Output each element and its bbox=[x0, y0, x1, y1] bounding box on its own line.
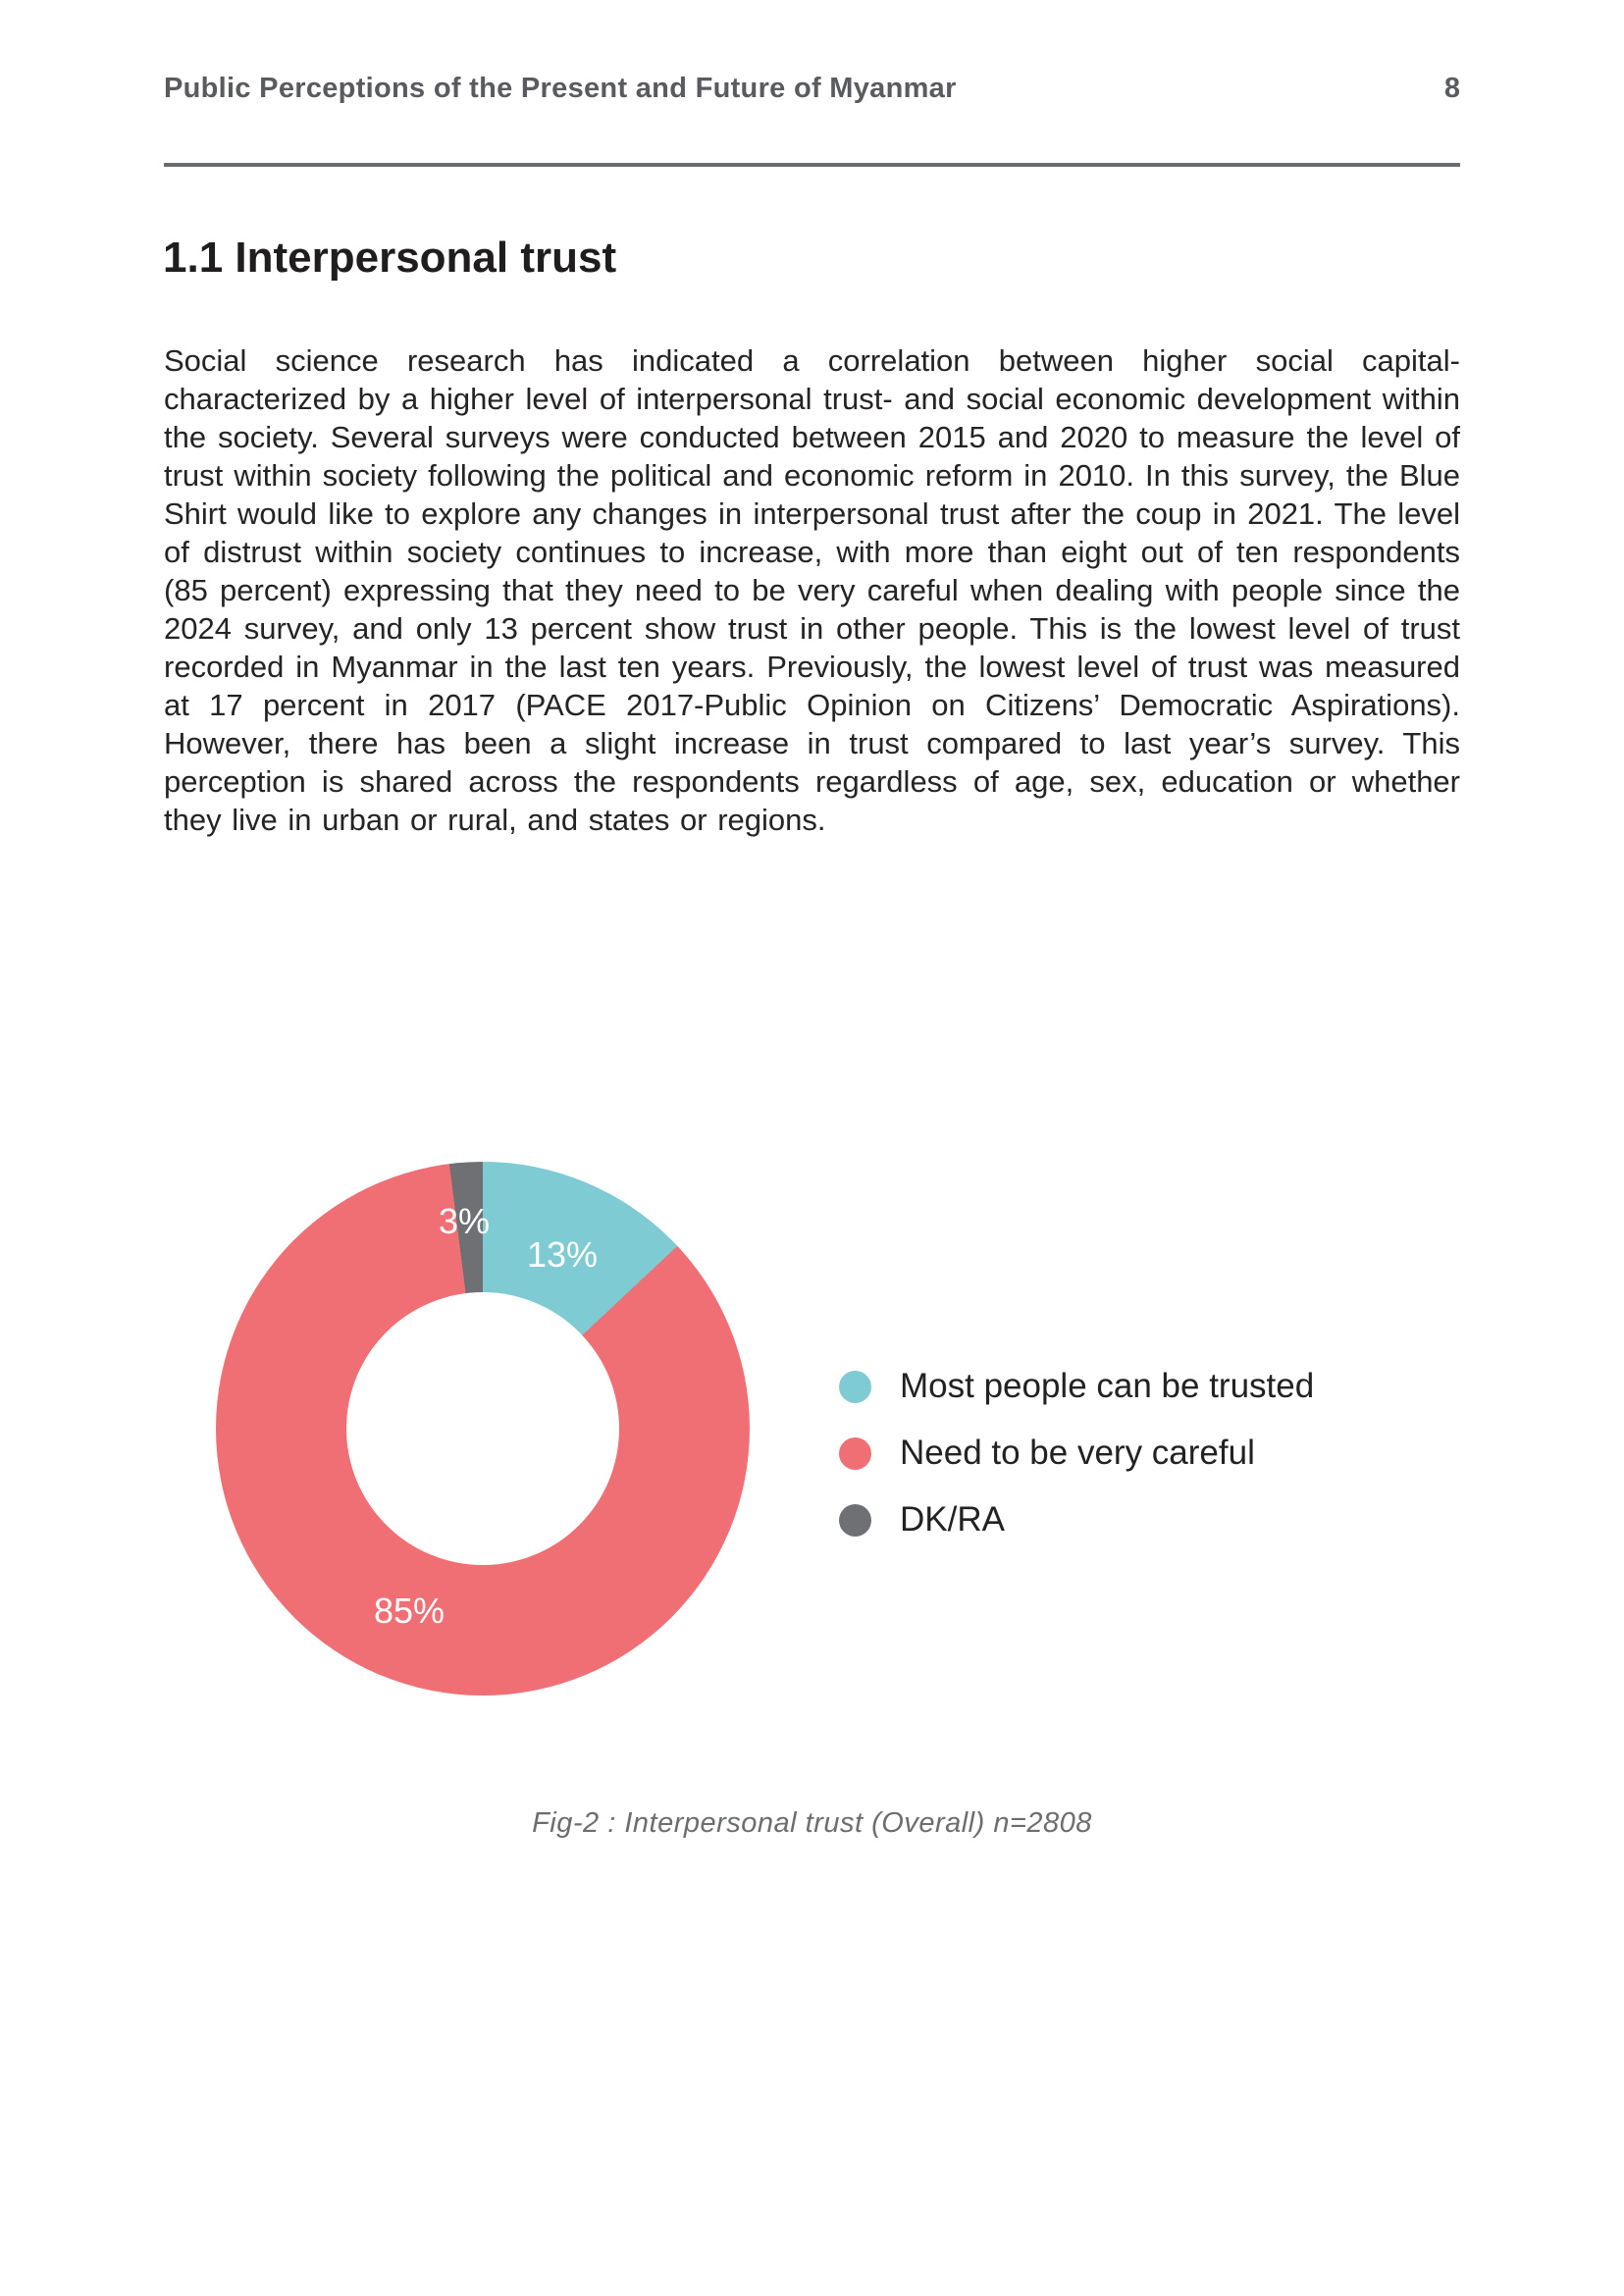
running-header-title: Public Perceptions of the Present and Future of Myanmar bbox=[164, 73, 957, 104]
body-paragraph: Social science research has indicated a correlation between higher social capital- characterized by a higher level of interpersonal trust- and social economic development within the society. Several surveys were conducted between 2015 and 2020 to measure the level of trust within society following the political and economic reform in 2010. In this survey, the Blue Shirt would like to explore any changes in interpersonal trust after the coup in 2021. The level of distrust within society continues to increase, with more than eight out of ten respondents (85 percent) expressing that they need to be very careful when dealing with people since the 2024 survey, and only 13 percent show trust in other people. This is the lowest level of trust recorded in Myanmar in the last ten years. Previously, the lowest level of trust was measured at 17 percent in 2017 (PACE 2017-Public Opinion on Citizens’ Democratic Aspirations). However, there has been a slight increase in trust compared to last year’s survey. This perception is shared across the respondents regardless of age, sex, education or whether they live in urban or rural, and states or regions. bbox=[164, 343, 1460, 837]
slice-label-trusted: 13% bbox=[526, 1234, 599, 1275]
legend-item-careful bbox=[839, 1420, 1314, 1487]
figure-caption: Fig-2 : Interpersonal trust (Overall) n=2808 bbox=[532, 1807, 1092, 1839]
slice-label-dkra: 3% bbox=[438, 1201, 491, 1241]
page-number: 8 bbox=[1443, 73, 1460, 104]
legend-dot-gray-icon bbox=[839, 1504, 871, 1537]
slice-label-careful: 85% bbox=[373, 1591, 445, 1631]
legend-label-careful: Need to be very careful bbox=[900, 1434, 1255, 1472]
chart-legend bbox=[839, 1353, 1314, 1553]
legend-dot-teal-icon bbox=[839, 1371, 871, 1403]
section-heading: 1.1 Interpersonal trust bbox=[163, 234, 617, 282]
donut-chart bbox=[216, 1162, 750, 1696]
legend-label-trusted: Most people can be trusted bbox=[900, 1367, 1315, 1405]
donut-hole bbox=[346, 1292, 619, 1565]
legend-item-trusted bbox=[839, 1353, 1314, 1420]
header-divider bbox=[164, 163, 1460, 167]
legend-item-dkra bbox=[839, 1487, 1314, 1553]
legend-label-dkra: DK/RA bbox=[900, 1500, 1005, 1539]
legend-dot-red-icon bbox=[839, 1437, 871, 1470]
